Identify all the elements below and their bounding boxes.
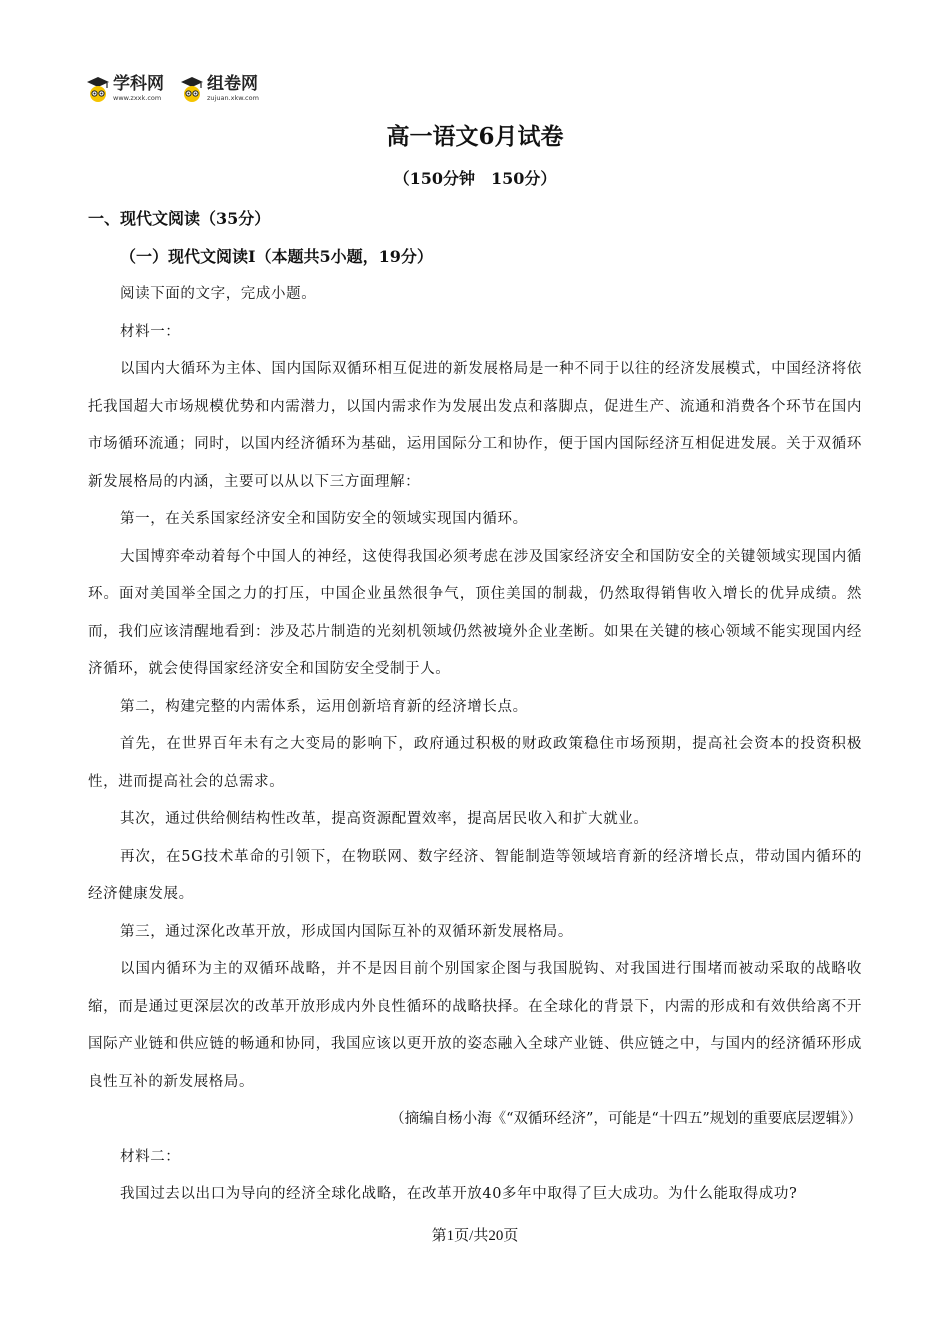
material2-label: 材料二： <box>120 1148 181 1165</box>
paragraph: 第一，在关系国家经济安全和国防安全的领域实现国内循环。 <box>120 511 528 527</box>
paragraph: 大国博弈牵动着每个中国人的神经，这使得我国必须考虑在涉及国家经济安全和国防安全的关键领域实现国内循环。面对美国举全国之力的打压，中国企业虽然很争气，顶住美国的制裁，仍然取得销售收入增长的优异成绩。然而，我们应该清醒地看到：涉及芯片制造的光刻机领域仍然被境外企业垄断。如果在关键的核心领域不能实现国内经济循环，就会使得国家经济安全和国防安全受制于人。 <box>88 548 862 677</box>
graduate-cap-icon <box>86 75 110 103</box>
paragraph: 以国内大循环为主体、国内国际双循环相互促进的新发展格局是一种不同于以往的经济发展模式，中国经济将依托我国超大市场规模优势和内需潜力，以国内需求作为发展出发点和落脚点，促进生产、流通和消费各个环节在国内市场循环流通；同时，以国内经济循环为基础，运用国际分工和协作，便于国内国际经济互相促进发展。关于双循环新发展格局的内涵，主要可以从以下三方面理解： <box>88 361 862 490</box>
paragraph: 材料一： <box>120 323 181 340</box>
paragraph: 第三，通过深化改革开放，形成国内国际互补的双循环新发展格局。 <box>120 923 573 940</box>
logo2-name: 组卷网 <box>207 74 258 95</box>
logo1-url: www.zxxk.com <box>113 94 162 103</box>
page-subtitle: （150分钟 150分） <box>393 169 557 188</box>
section-heading: 一、现代文阅读（35分） <box>88 209 271 228</box>
logo2-url: zujuan.xkw.com <box>207 94 259 103</box>
page-title: 高一语文6月试卷 <box>386 123 564 150</box>
paragraph: 第二，构建完整的内需体系，运用创新培育新的经济增长点。 <box>120 698 528 715</box>
page-footer: 第1页/共20页 <box>431 1228 519 1244</box>
paragraph: 再次，在5G技术革命的引领下，在物联网、数字经济、智能制造等领域培育新的经济增长点，带动国内循环的经济健康发展。 <box>88 848 862 902</box>
logo1-name: 学科网 <box>113 74 164 95</box>
paragraph: 首先，在世界百年未有之大变局的影响下，政府通过积极的财政政策稳住市场预期，提高社会资本的投资积极性，进而提高社会的总需求。 <box>88 736 862 790</box>
source-citation: （摘编自杨小海《“双循环经济”，可能是“十四五”规划的重要底层逻辑》） <box>390 1111 862 1127</box>
zujuanwang-logo <box>180 72 259 106</box>
xuekewang-logo <box>86 72 164 106</box>
subsection-heading: （一）现代文阅读Ⅰ（本题共5小题，19分） <box>120 247 433 266</box>
paragraph: 其次，通过供给侧结构性改革，提高资源配置效率，提高居民收入和扩大就业。 <box>120 811 649 827</box>
header-logos <box>86 72 259 106</box>
paragraph: 我国过去以出口为导向的经济全球化战略，在改革开放40多年中取得了巨大成功。为什么能取得成功? <box>120 1186 798 1202</box>
document-body <box>88 200 862 1214</box>
graduate-cap-icon <box>180 75 204 103</box>
paragraph: 以国内循环为主的双循环战略，并不是因目前个别国家企图与我国脱钩、对我国进行围堵而被动采取的战略收缩，而是通过更深层次的改革开放形成内外良性循环的战略抉择。在全球化的背景下，内需的形成和有效供给离不开国际产业链和供应链的畅通和协同，我国应该以更开放的姿态融入全球产业链、供应链之中，与国内的经济循环形成良性互补的新发展格局。 <box>88 961 862 1090</box>
paragraph: 阅读下面的文字，完成小题。 <box>120 286 317 302</box>
